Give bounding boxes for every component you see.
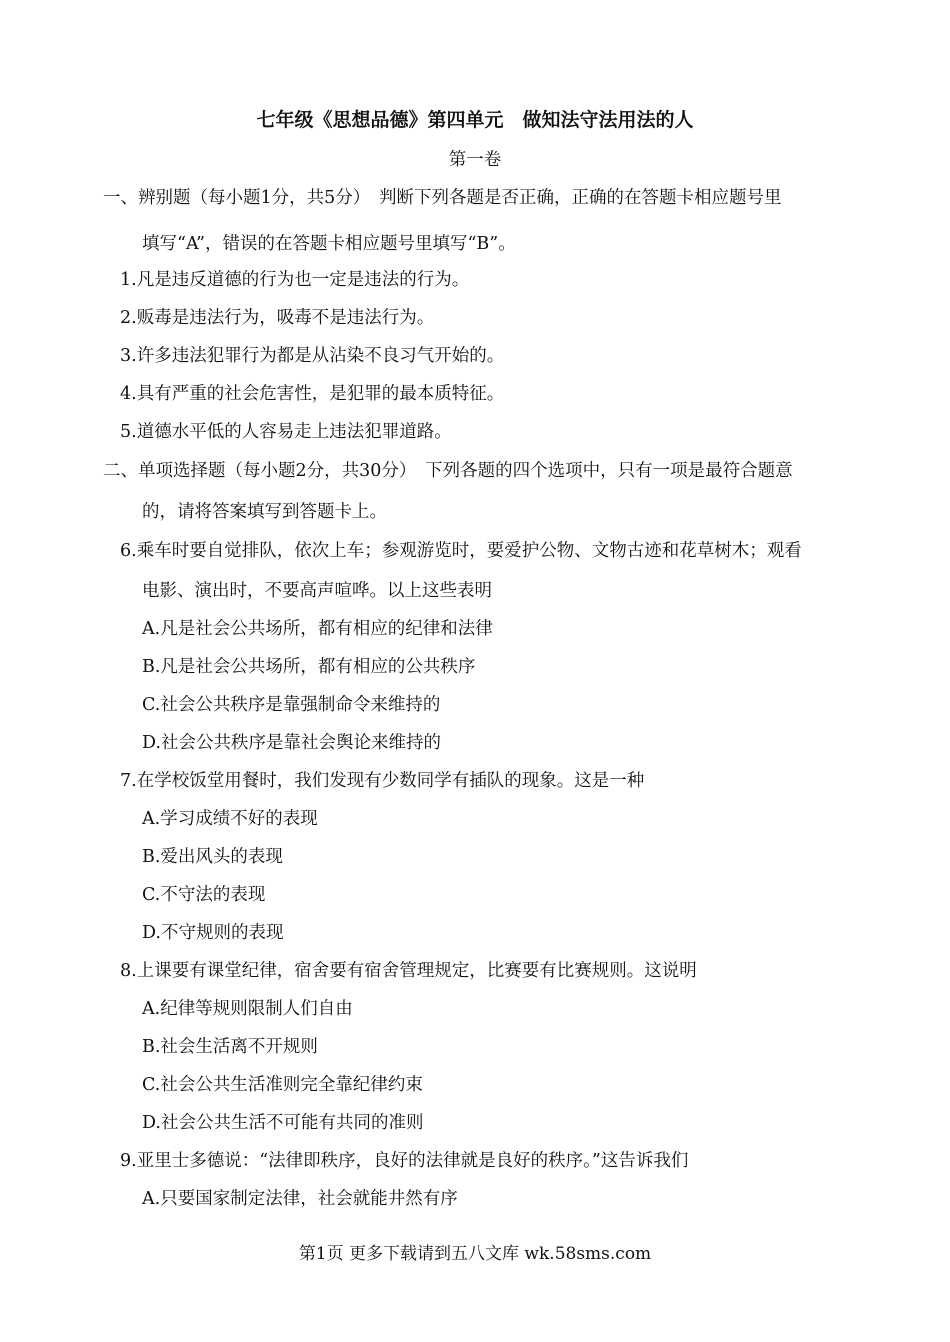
question-8-option-a: A.纪律等规则限制人们自由 [142,999,353,1019]
question-6-option-c: C.社会公共秩序是靠强制命令来维持的 [142,695,441,715]
question-6-option-d: D.社会公共秩序是靠社会舆论来维持的 [142,733,441,753]
question-6-option-b: B.凡是社会公共场所，都有相应的公共秩序 [142,657,476,677]
volume-label: 第一卷 [448,150,502,170]
question-7-option-a: A.学习成绩不好的表现 [142,809,318,829]
question-7-option-c: C.不守法的表现 [142,885,266,905]
judgment-item-5: 5.道德水平低的人容易走上违法犯罪道路。 [120,422,452,442]
question-8-stem: 8.上课要有课堂纪律，宿舍要有宿舍管理规定，比赛要有比赛规则。这说明 [120,961,697,981]
judgment-item-2: 2.贩毒是违法行为，吸毒不是违法行为。 [120,308,435,328]
judgment-item-4: 4.具有严重的社会危害性，是犯罪的最本质特征。 [120,384,505,404]
question-7-option-d: D.不守规则的表现 [142,923,284,943]
question-8-option-d: D.社会公共生活不可能有共同的准则 [142,1113,424,1133]
question-8-option-c: C.社会公共生活准则完全靠纪律约束 [142,1075,423,1095]
question-8-option-b: B.社会生活离不开规则 [142,1037,318,1057]
question-6-stem-cont: 电影、演出时，不要高声喧哗。以上这些表明 [142,581,492,601]
section-2-heading: 二、单项选择题（每小题2分，共30分） 下列各题的四个选项中，只有一项是最符合题意 [103,461,793,481]
question-7-stem: 7.在学校饭堂用餐时，我们发现有少数同学有插队的现象。这是一种 [120,771,645,791]
question-7-option-b: B.爱出风头的表现 [142,847,283,867]
judgment-item-1: 1.凡是违反道德的行为也一定是违法的行为。 [120,270,470,290]
question-6-option-a: A.凡是社会公共场所，都有相应的纪律和法律 [142,619,493,639]
question-9-option-a: A.只要国家制定法律，社会就能井然有序 [142,1189,458,1209]
section-1-heading-cont: 填写“A”，错误的在答题卡相应题号里填写“B”。 [142,234,516,254]
judgment-item-3: 3.许多违法犯罪行为都是从沾染不良习气开始的。 [120,346,505,366]
document-title: 七年级《思想品德》第四单元 做知法守法用法的人 [256,109,694,131]
question-6-stem: 6.乘车时要自觉排队，依次上车；参观游览时，要爱护公物、文物古迹和花草树木；观看 [120,541,802,561]
section-1-heading: 一、辨别题（每小题1分，共5分） 判断下列各题是否正确，正确的在答题卡相应题号里 [103,188,782,208]
question-9-stem: 9.亚里士多德说：“法律即秩序，良好的法律就是良好的秩序。”这告诉我们 [120,1151,689,1171]
section-2-heading-cont: 的，请将答案填写到答题卡上。 [142,502,387,522]
page-footer: 第1页 更多下载请到五八文库 wk.58sms.com [298,1244,652,1264]
